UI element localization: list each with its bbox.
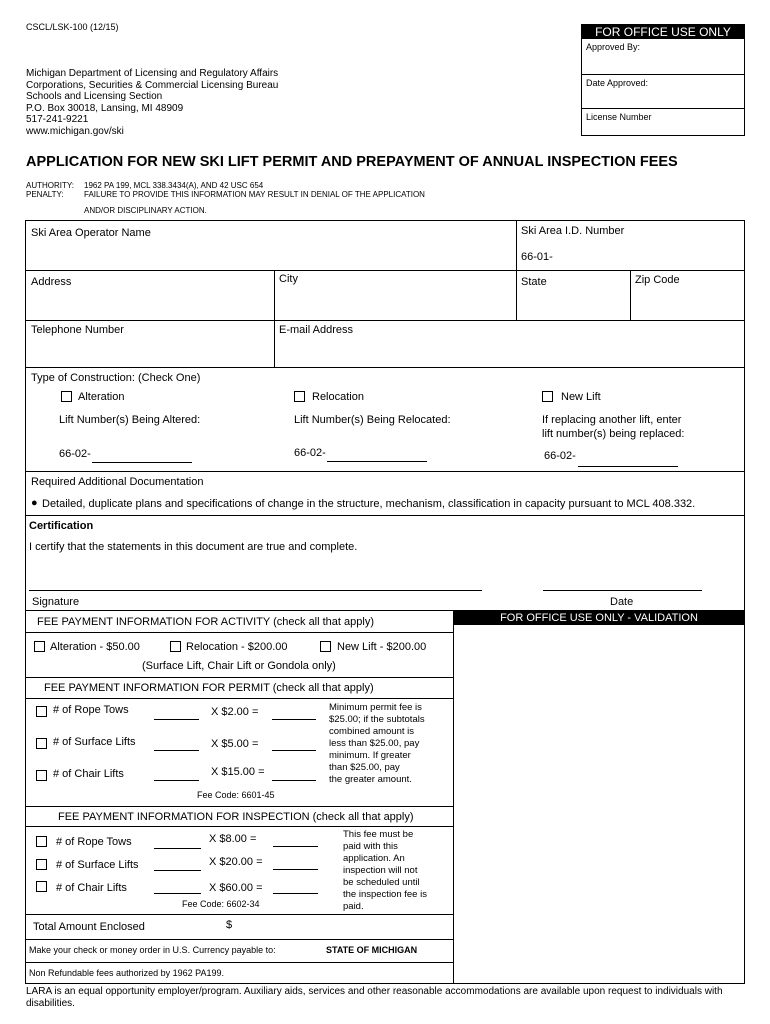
footer-note: LARA is an equal opportunity employer/program. Auxiliary aids, services and other reasonable accommodations are available upon request to individuals with disabilities. [26,986,723,1009]
penalty-text-2: AND/OR DISCIPLINARY ACTION. [84,206,207,215]
inspection-note [343,829,427,913]
relocation-label: Relocation [312,391,364,403]
signature-label: Signature [32,596,80,608]
inspection-chair-lifts-qty[interactable] [154,893,201,894]
operator-name-label: Ski Area Operator Name [31,227,151,239]
activity-title: FEE PAYMENT INFORMATION FOR ACTIVITY (check all that apply) [37,616,374,628]
relocated-label: Lift Number(s) Being Relocated: [294,414,451,426]
date-field[interactable] [543,590,702,591]
agency-line: www.michigan.gov/ski [26,125,124,137]
permit-note-line: minimum. If greater [329,750,411,761]
page-title: APPLICATION FOR NEW SKI LIFT PERMIT AND PREPAYMENT OF ANNUAL INSPECTION FEES [26,154,678,170]
license-number-label: License Number [586,112,652,122]
inspection-surface-lifts-label: # of Surface Lifts [56,859,139,871]
agency-line: 517-241-9221 [26,114,89,125]
inspection-rope-tows-subtotal[interactable] [273,846,318,847]
inspection-rope-tows-qty[interactable] [154,848,201,849]
permit-rope-tows-rate: X $2.00 = [211,706,259,718]
inspection-title: FEE PAYMENT INFORMATION FOR INSPECTION (check all that apply) [58,811,414,823]
agency-address [26,68,278,137]
activity-alteration-checkbox[interactable] [34,641,45,652]
inspection-note-line: be scheduled until [343,877,420,888]
permit-note-line: less than $25.00, pay [329,738,420,749]
email-label: E-mail Address [279,324,353,336]
inspection-surface-lifts-rate: X $20.00 = [209,856,263,868]
inspection-surface-lifts-checkbox[interactable] [36,859,47,870]
replaced-lift-number-field[interactable] [578,466,678,467]
inspection-surface-lifts-subtotal[interactable] [273,869,318,870]
date-label: Date [610,596,634,608]
inspection-note-line: paid with this [343,841,398,852]
activity-new-lift-checkbox[interactable] [320,641,331,652]
inspection-chair-lifts-subtotal[interactable] [273,893,318,894]
replacing-label-1: If replacing another lift, enter [542,414,682,426]
permit-note-line: Minimum permit fee is [329,702,422,713]
required-docs-title: Required Additional Documentation [31,476,204,488]
alteration-label: Alteration [78,391,125,403]
permit-rope-tows-checkbox[interactable] [36,706,47,717]
penalty-label: PENALTY: [26,190,64,199]
inspection-rope-tows-label: # of Rope Tows [56,836,132,848]
relocated-prefix: 66-02- [294,447,326,459]
office-use-box [581,24,745,136]
authority-label: AUTHORITY: [26,181,75,190]
bullet-icon: ● [31,497,38,509]
altered-prefix: 66-02- [59,448,91,460]
construction-title: Type of Construction: (Check One) [31,372,201,384]
replaced-prefix: 66-02- [544,450,576,462]
activity-relocation-label: Relocation - $200.00 [186,641,288,653]
agency-line: Corporations, Securities & Commercial Licensing Bureau [26,79,279,91]
certification-title: Certification [29,520,94,532]
permit-title: FEE PAYMENT INFORMATION FOR PERMIT (check all that apply) [44,682,374,694]
new-lift-checkbox[interactable] [542,391,553,402]
agency-line: Schools and Licensing Section [26,91,163,102]
relocated-lift-number-field[interactable] [327,461,427,462]
altered-label: Lift Number(s) Being Altered: [59,414,201,426]
inspection-fee-code: Fee Code: 6602-34 [182,899,260,909]
altered-lift-number-field[interactable] [92,462,192,463]
ski-area-id-prefix: 66-01- [521,251,553,263]
permit-chair-lifts-checkbox[interactable] [36,770,47,781]
permit-chair-lifts-label: # of Chair Lifts [53,768,124,780]
activity-note: (Surface Lift, Chair Lift or Gondola only) [142,660,336,672]
relocation-checkbox[interactable] [294,391,305,402]
total-label: Total Amount Enclosed [33,921,145,933]
permit-note-line: the greater amount. [329,774,412,785]
permit-surface-lifts-label: # of Surface Lifts [53,736,136,748]
payable-label: Make your check or money order in U.S. Currency payable to: [29,945,276,955]
permit-surface-lifts-qty[interactable] [154,750,199,751]
new-lift-label: New Lift [561,391,601,403]
agency-line: Michigan Department of Licensing and Regulatory Affairs [26,68,279,79]
inspection-note-line: This fee must be [343,829,414,840]
certification-text: I certify that the statements in this document are true and complete. [29,541,358,553]
validation-title: FOR OFFICE USE ONLY - VALIDATION [454,611,744,625]
replacing-label-2: lift number(s) being replaced: [542,428,685,440]
ski-area-id-label: Ski Area I.D. Number [521,225,625,237]
state-label: State [521,276,547,288]
inspection-chair-lifts-label: # of Chair Lifts [56,882,127,894]
inspection-surface-lifts-qty[interactable] [154,870,201,871]
zip-label: Zip Code [635,274,680,286]
permit-note-line: than $25.00, pay [329,762,400,773]
total-currency: $ [226,919,233,931]
permit-chair-lifts-subtotal[interactable] [272,780,316,781]
inspection-note-line: application. An [343,853,405,864]
payable-payee: STATE OF MICHIGAN [326,945,418,955]
permit-note-line: combined amount is [329,726,415,737]
inspection-rope-tows-checkbox[interactable] [36,836,47,847]
activity-relocation-checkbox[interactable] [170,641,181,652]
activity-alteration-label: Alteration - $50.00 [50,641,140,653]
permit-surface-lifts-subtotal[interactable] [272,750,316,751]
permit-fee-code: Fee Code: 6601-45 [197,790,275,800]
permit-surface-lifts-rate: X $5.00 = [211,738,259,750]
approved-by-label: Approved By: [586,42,641,52]
permit-surface-lifts-checkbox[interactable] [36,738,47,749]
activity-new-lift-label: New Lift - $200.00 [337,641,427,653]
permit-rope-tows-label: # of Rope Tows [53,704,129,716]
alteration-checkbox[interactable] [61,391,72,402]
nonrefundable-note: Non Refundable fees authorized by 1962 PA199. [29,968,224,978]
inspection-note-line: inspection will not [343,865,418,876]
inspection-chair-lifts-checkbox[interactable] [36,881,47,892]
permit-chair-lifts-rate: X $15.00 = [211,766,265,778]
permit-rope-tows-qty[interactable] [154,719,199,720]
office-use-title: FOR OFFICE USE ONLY [582,25,744,39]
form-id: CSCL/LSK-100 (12/15) [26,22,119,32]
inspection-note-line: the inspection fee is [343,889,427,900]
agency-line: P.O. Box 30018, Lansing, MI 48909 [26,102,184,114]
inspection-rope-tows-rate: X $8.00 = [209,833,257,845]
city-label: City [279,273,298,285]
inspection-note-line: paid. [343,901,364,912]
address-label: Address [31,276,72,288]
permit-chair-lifts-qty[interactable] [154,780,199,781]
signature-field[interactable] [29,590,482,591]
inspection-chair-lifts-rate: X $60.00 = [209,882,263,894]
permit-note-line: $25.00; if the subtotals [329,714,425,725]
permit-rope-tows-subtotal[interactable] [272,719,316,720]
permit-note [329,702,425,786]
authority-text: 1962 PA 199, MCL 338.3434(A), AND 42 USC 654 [84,181,264,190]
telephone-label: Telephone Number [31,324,124,336]
required-docs-bullet: Detailed, duplicate plans and specifications of change in the structure, mechanism, classification in capacity pursuant to MCL 408.332. [42,498,696,510]
date-approved-label: Date Approved: [586,78,649,88]
penalty-text: FAILURE TO PROVIDE THIS INFORMATION MAY RESULT IN DENIAL OF THE APPLICATION [84,190,425,199]
